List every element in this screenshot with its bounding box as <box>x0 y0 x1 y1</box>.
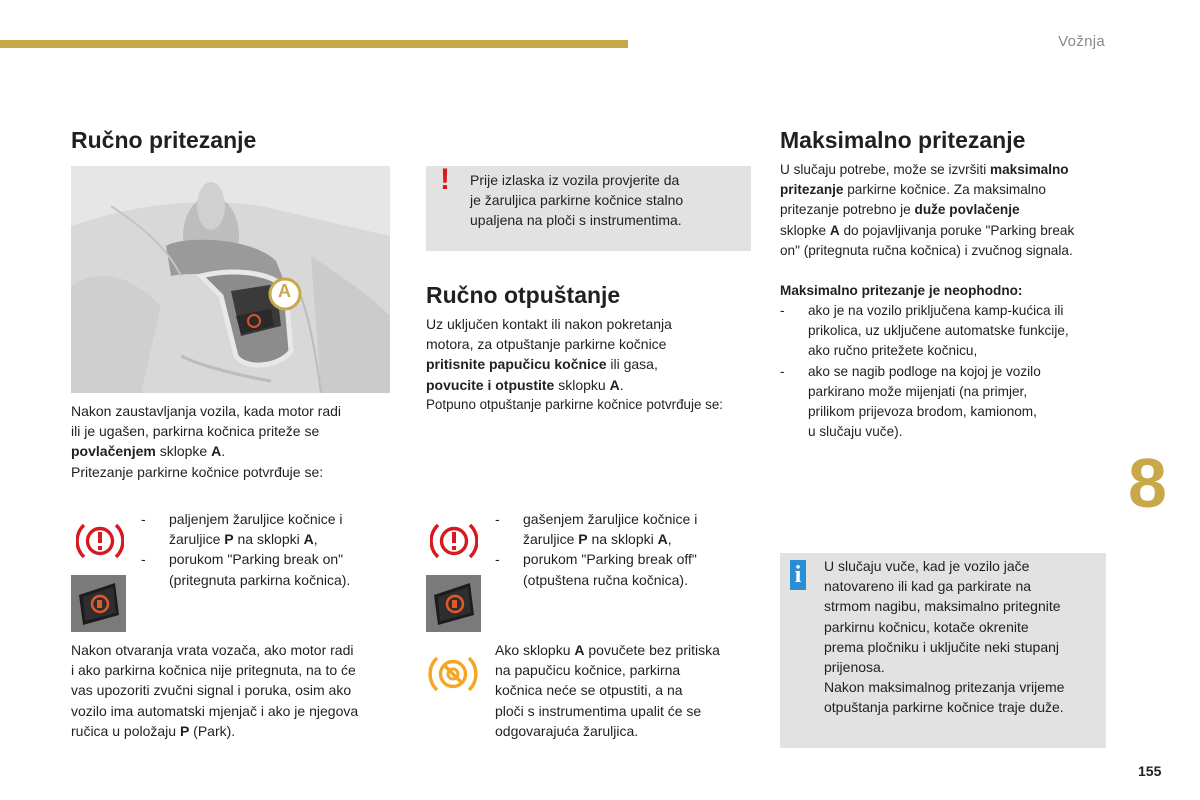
maximum-apply-paragraph <box>780 160 1110 261</box>
text-line: Uz uključen kontakt ili nakon pokretanja <box>426 316 672 332</box>
warning-text: Prije izlaska iz vozila provjerite da je žaruljica parkirne kočnice stalno upaljena na ploči s instrumentima. <box>470 172 684 229</box>
brake-warning-red-icon <box>76 519 124 563</box>
text-line: sklopke A do pojavljivanja poruke "Parking break <box>780 222 1075 238</box>
text-line: ili je ugašen, parkirna kočnica priteže se <box>71 423 320 440</box>
info-text: U slučaju vuče, kad je vozilo jače natovareno ili kad ga parkirate na strmom nagibu, maksimalno pritegnite parkirnu kočnicu, kotače okrenite prema pločniku i uključite neki stupanj prijenosa. Nakon maksimalnog pritezanja vrijeme otpuštanja parkirne kočnice traje duže. <box>824 558 1065 716</box>
text-line: Potpuno otpuštanje parkirne kočnice potvrđuje se: <box>426 396 724 412</box>
text-line: Nakon zaustavljanja vozila, kada motor radi <box>71 403 342 419</box>
text-line: povlačenjem sklopke A. <box>71 443 226 460</box>
manual-release-paragraph <box>426 314 756 415</box>
text-line: Pritezanje parkirne kočnice potvrđuje se: <box>71 463 324 480</box>
text-line: ručica u položaju P (Park). <box>71 722 236 739</box>
no-release-note <box>495 640 755 741</box>
switch-a-label: A <box>278 281 291 301</box>
switch-a-lit-icon <box>71 575 126 632</box>
required-list <box>780 301 1110 442</box>
list-item: - ako je na vozilo priključena kamp-kućica ili prikolica, uz uključene automatske funkcije, ako ručno pritežete kočnicu, <box>780 301 1110 362</box>
heading-manual-release: Ručno otpuštanje <box>426 282 621 308</box>
section-title: Vožnja <box>1058 33 1105 50</box>
warning-box <box>426 163 751 251</box>
text-line: U slučaju potrebe, može se izvršiti maksimalno <box>780 162 1069 177</box>
chapter-number: 8 <box>1128 444 1167 522</box>
text-line: i ako parkirna kočnica nije pritegnuta, na to će <box>71 662 356 679</box>
text-line: ploči s instrumentima upalit će se <box>495 702 702 719</box>
required-heading: Maksimalno pritezanje je neophodno: <box>780 283 1023 298</box>
text-line: motora, za otpuštanje parkirne kočnice <box>426 336 667 353</box>
heading-maximum-apply: Maksimalno pritezanje <box>780 127 1026 153</box>
text-line: pritisnite papučicu kočnice ili gasa, <box>426 356 658 373</box>
page-number: 155 <box>1138 763 1162 779</box>
list-item: - gašenjem žaruljice kočnice i žaruljice P na sklopki A, <box>495 509 755 549</box>
text-line: na papučicu kočnice, parkirna <box>495 662 681 679</box>
info-box <box>780 553 1106 748</box>
text-line: kočnica neće se otpustiti, a na <box>495 682 683 699</box>
manual-apply-intro <box>71 401 391 482</box>
switch-a-off-icon <box>426 575 481 632</box>
text-line: pritezanje parkirne kočnice. Za maksimalno <box>780 182 1046 198</box>
brake-warning-red-icon-2 <box>430 519 478 563</box>
text-line: vas upozoriti zvučni signal i poruka, osim ako <box>71 682 352 699</box>
list-item: - porukom "Parking break off" (otpuštena ručna kočnica). <box>495 549 755 589</box>
text-line: povucite i otpustite sklopku A. <box>426 376 624 393</box>
door-warning-paragraph <box>71 640 401 741</box>
header-accent-bar <box>0 40 628 48</box>
parking-brake-console-illustration <box>71 166 390 393</box>
manual-apply-bullets <box>141 509 391 590</box>
list-item: - ako se nagib podloge na kojoj je vozilo parkirano može mijenjati (na primjer, prilikom prijevoza brodom, kamionom, u slučaju vuče). <box>780 362 1110 443</box>
list-item: - porukom "Parking break on" (pritegnuta parkirna kočnica). <box>141 549 391 589</box>
heading-manual-apply: Ručno pritezanje <box>71 127 257 153</box>
text-line: Ako sklopku A povučete bez pritiska <box>495 642 720 658</box>
list-item: - paljenjem žaruljice kočnice i žaruljice P na sklopki A, <box>141 509 391 549</box>
text-line: odgovarajuća žaruljica. <box>495 722 639 739</box>
text-line: on" (pritegnuta ručna kočnica) i zvučnog signala. <box>780 242 1073 258</box>
warning-exclamation-icon: ! <box>440 163 450 196</box>
text-line: Nakon otvaranja vrata vozača, ako motor radi <box>71 642 354 658</box>
info-icon: i <box>790 560 806 590</box>
manual-release-bullets <box>495 509 755 590</box>
brake-fault-amber-icon <box>428 651 478 697</box>
text-line: vozilo ima automatski mjenjač i ako je njegova <box>71 702 359 719</box>
text-line: pritezanje potrebno je duže povlačenje <box>780 202 1020 218</box>
